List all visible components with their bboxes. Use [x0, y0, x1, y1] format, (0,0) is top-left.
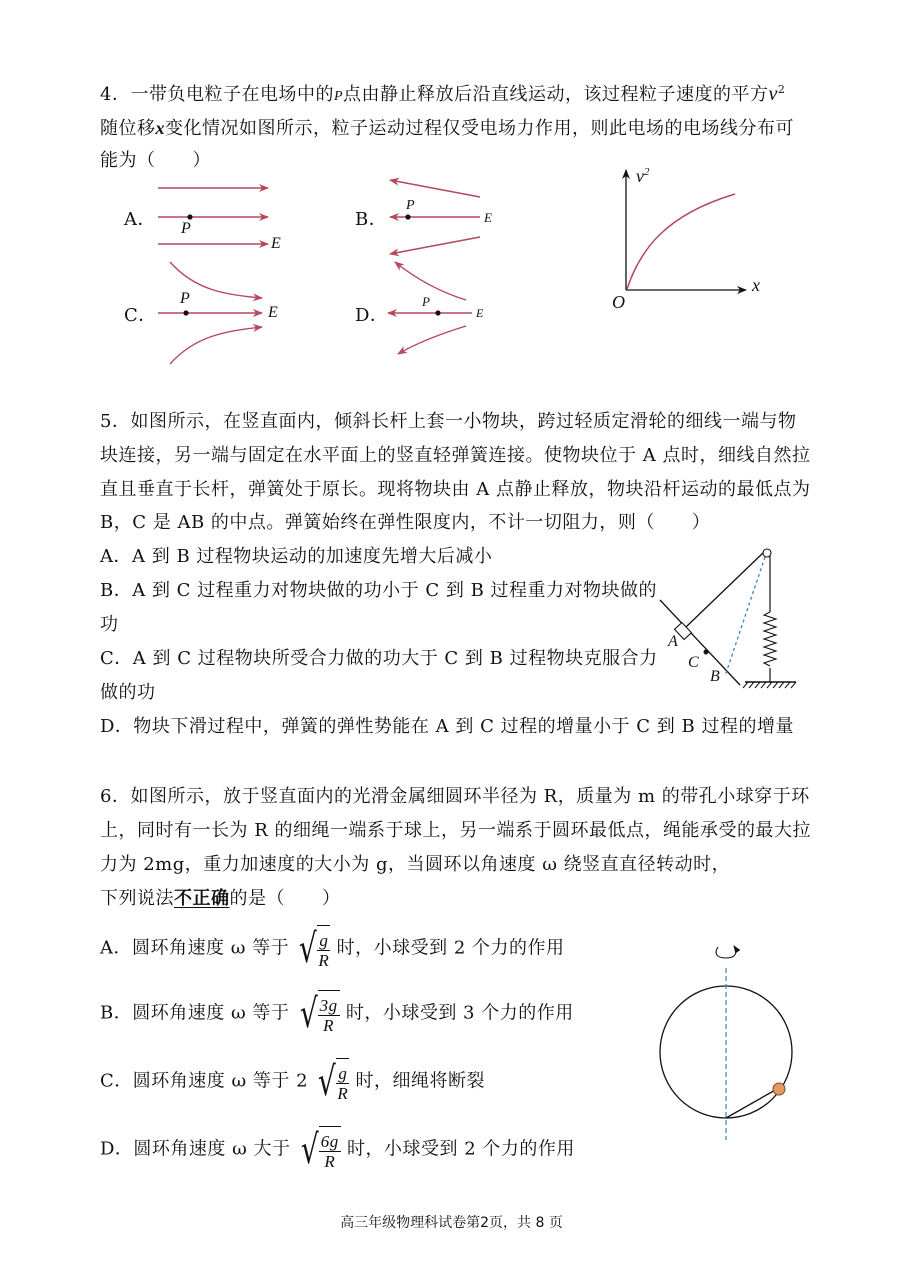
q4-d-label-e: E — [476, 306, 484, 320]
q5-option-a[interactable]: A．A 到 B 过程物块运动的加速度先增大后减小 — [100, 546, 493, 567]
q6-option-d[interactable]: D．圆环角速度 ω 大于 √ $\frac{6g}{R}$ 时，小球受到 2 个力的作用 — [100, 1126, 575, 1173]
q4-a-label-e: E — [271, 235, 281, 252]
q5-option-b[interactable]: B．A 到 C 过程重力对物块做的功小于 C 到 B 过程重力对物块做的 — [100, 580, 658, 601]
q4-graph-x-label: x — [752, 275, 760, 295]
q4-c-label-p: P — [180, 290, 190, 307]
q5-line4: B，C 是 AB 的中点。弹簧始终在弹性限度内，不计一切阻力，则（ ） — [100, 512, 711, 533]
page-footer: 高三年级物理科试卷第2页，共 8 页 — [340, 1215, 563, 1231]
q4-line2: 随位移x变化情况如图所示，粒子运动过程仅受电场力作用，则此电场的电场线分布可 — [100, 118, 794, 139]
q4-a-label-p: P — [181, 220, 191, 237]
q4-option-b-label[interactable]: B． — [355, 209, 388, 230]
q5-label-b: B — [710, 668, 720, 685]
q5-incline-spring-figure — [660, 549, 796, 688]
q4-v2-x-graph — [626, 170, 746, 290]
q5-option-b-cont: 功 — [100, 614, 119, 635]
q4-line3: 能为（ ） — [100, 150, 211, 171]
q4-figure-b — [390, 180, 480, 254]
q4-c-label-e: E — [268, 304, 278, 321]
q6-line2: 上，同时有一长为 R 的细绳一端系于球上，另一端系于圆环最低点，绳能承受的最大拉 — [100, 820, 811, 841]
q5-line2: 块连接，另一端与固定在水平面上的竖直轻弹簧连接。使物块位于 A 点时，细线自然拉 — [100, 445, 811, 466]
q4-option-d-label[interactable]: D． — [355, 305, 389, 326]
q4-graph-y-label: $v^2$ — [636, 166, 650, 186]
q6-line4: 下列说法不正确的是（ ） — [100, 888, 341, 909]
q4-b-label-e: E — [484, 210, 492, 225]
q5-option-c-cont: 做的功 — [100, 682, 156, 703]
q4-figure-c — [158, 262, 262, 364]
q4-option-a-label[interactable]: A． — [124, 209, 156, 230]
q5-label-c: C — [688, 654, 699, 671]
q5-line1: 5．如图所示，在竖直面内，倾斜长杆上套一小物块，跨过轻质定滑轮的细线一端与物 — [100, 411, 797, 432]
q5-option-d[interactable]: D．物块下滑过程中，弹簧的弹性势能在 A 到 C 过程的增量小于 C 到 B 过程的增量 — [100, 716, 794, 737]
q6-option-c[interactable]: C．圆环角速度 ω 等于 2 √ $\frac{g}{R}$ 时，细绳将断裂 — [100, 1058, 486, 1105]
q5-option-c[interactable]: C．A 到 C 过程物块所受合力做的功大于 C 到 B 过程物块克服合力 — [100, 648, 658, 669]
q4-figure-a — [158, 188, 268, 244]
q6-option-b[interactable]: B．圆环角速度 ω 等于 √ $\frac{3g}{R}$ 时，小球受到 3 个力的作用 — [100, 990, 574, 1037]
q4-figure-d — [388, 262, 472, 354]
q4-line1: 4．一带负电粒子在电场中的P点由静止释放后沿直线运动，该过程粒子速度的平方$v^2$ — [100, 83, 786, 105]
q6-line1: 6．如图所示，放于竖直面内的光滑金属细圆环半径为 R，质量为 m 的带孔小球穿于环 — [100, 786, 810, 807]
q5-line3: 直且垂直于长杆，弹簧处于原长。现将物块由 A 点静止释放，物块沿杆运动的最低点为 — [100, 479, 811, 500]
q4-b-label-p: P — [406, 198, 415, 213]
q4-graph-origin-label: O — [612, 292, 625, 312]
q4-d-label-p: P — [422, 294, 430, 309]
q4-option-c-label[interactable]: C． — [124, 305, 157, 326]
q5-label-a: A — [668, 633, 678, 650]
q6-ring-figure — [660, 946, 792, 1140]
q6-line3: 力为 2mg，重力加速度的大小为 g，当圆环以角速度 ω 绕竖直直径转动时， — [100, 854, 731, 875]
q6-option-a[interactable]: A．圆环角速度 ω 等于 √ $\frac{g}{R}$ 时，小球受到 2 个力的作用 — [100, 925, 565, 972]
